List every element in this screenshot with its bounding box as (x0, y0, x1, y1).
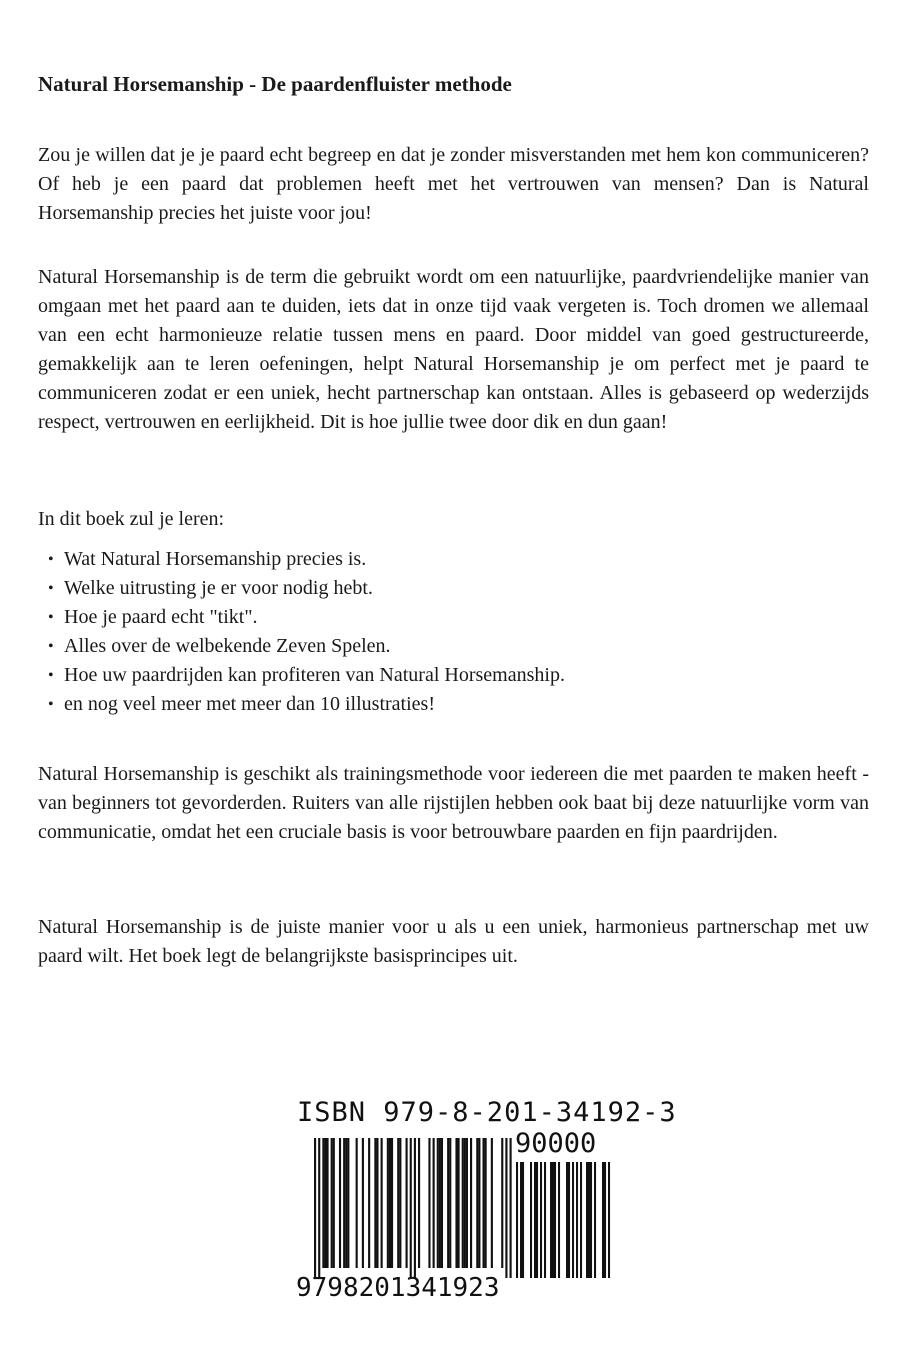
barcode-bar (322, 1138, 324, 1268)
list-item (46, 632, 866, 661)
barcode-bar (414, 1138, 416, 1278)
bullet-icon: • (48, 667, 54, 684)
barcode-bar (449, 1138, 451, 1268)
barcode-bar (441, 1138, 443, 1268)
list-item (46, 603, 866, 632)
list-item (46, 574, 866, 603)
barcode-bar (345, 1138, 347, 1268)
barcode-bar (433, 1138, 435, 1268)
barcode-bar (464, 1138, 466, 1268)
barcode-bar (485, 1138, 487, 1268)
barcode-bar (318, 1138, 320, 1278)
bullet-icon: • (48, 551, 54, 568)
barcode-bar (590, 1162, 592, 1278)
barcode-bar (505, 1138, 507, 1278)
barcode-bar (482, 1138, 484, 1268)
list-item-text: Alles over de welbekende Zeven Spelen. (64, 635, 391, 657)
barcode-bar (602, 1162, 604, 1278)
list-item (46, 690, 866, 719)
barcode-bar (476, 1138, 478, 1268)
intro-paragraph: Zou je willen dat je je paard echt begreep en dat je zonder misverstanden met hem kon communiceren? Of heb je een paard dat problemen heeft met het vertrouwen van mensen? Dan is Natural Horsemanship precies het juiste voor jou! (38, 144, 869, 224)
barcode-bar (558, 1162, 560, 1278)
barcode-bar (428, 1138, 430, 1268)
bullet-icon: • (48, 580, 54, 597)
barcode-bar (530, 1162, 532, 1278)
list-item (46, 661, 866, 690)
list-item-text: Hoe je paard echt "tikt". (64, 606, 258, 628)
list-item-text: Hoe uw paardrijden kan profiteren van Natural Horsemanship. (64, 664, 565, 686)
barcode-bar (391, 1138, 393, 1268)
barcode-bar (397, 1138, 399, 1268)
barcode (296, 1138, 616, 1280)
barcode-bar (347, 1138, 349, 1268)
barcode-bar (572, 1162, 574, 1278)
barcode-bar (466, 1138, 468, 1268)
list-item-text: Welke uitrusting je er voor nodig hebt. (64, 577, 373, 599)
barcode-bar (410, 1138, 412, 1278)
barcode-bar (399, 1138, 401, 1268)
barcode-bar (381, 1138, 383, 1268)
barcode-bar (339, 1138, 341, 1268)
barcode-bar (604, 1162, 606, 1278)
barcode-bar (534, 1162, 536, 1278)
barcode-bar (447, 1138, 449, 1268)
barcode-bar (550, 1162, 552, 1278)
barcode-bar (356, 1138, 358, 1268)
barcode-bar (389, 1138, 391, 1268)
barcode-bar (458, 1138, 460, 1268)
barcode-bar (552, 1162, 554, 1278)
book-title: Natural Horsemanship - De paardenfluister methode (38, 72, 512, 96)
barcode-bar (536, 1162, 538, 1278)
list-item-text: en nog veel meer met meer dan 10 illustraties! (64, 693, 435, 715)
price-code: 90000 (515, 1128, 597, 1159)
barcode-bar (333, 1138, 335, 1268)
list-item (46, 545, 866, 574)
barcode-bar (406, 1138, 408, 1268)
barcode-bar (478, 1138, 480, 1268)
learn-list (46, 545, 866, 719)
bullet-icon: • (48, 696, 54, 713)
isbn-label: ISBN 979-8-201-34192-3 (297, 1097, 677, 1128)
barcode-bar (331, 1138, 333, 1268)
barcode-bar (362, 1138, 364, 1268)
barcode-bar (387, 1138, 389, 1268)
barcode-bar (324, 1138, 326, 1268)
barcode-bar (522, 1162, 524, 1278)
closing-paragraph: Natural Horsemanship is de juiste manier voor u als u een uniek, harmonieus partnerschap met uw paard wilt. Het boek legt de belangrijkste basisprincipes uit. (38, 916, 869, 967)
barcode-bar (608, 1162, 610, 1278)
barcode-bar (588, 1162, 590, 1278)
barcode-bar (470, 1138, 472, 1268)
barcode-bar (580, 1162, 582, 1278)
barcode-bar (376, 1138, 378, 1268)
ean-barcode-bars (314, 1138, 512, 1278)
learn-heading: In dit boek zul je leren: (38, 508, 225, 530)
barcode-bar (343, 1138, 345, 1268)
list-item-text: Wat Natural Horsemanship precies is. (64, 548, 367, 570)
barcode-bar (501, 1138, 503, 1268)
description-paragraph: Natural Horsemanship is de term die gebruikt wordt om een natuurlijke, paardvriendelijke manier van omgaan met het paard aan te duiden, iets dat in onze tijd vaak vergeten is. Toch dromen we allemaal van een echt harmonieuze relatie tussen mens en paard. Door middel van goed gestructureerde, gemakkelijk aan te leren oefeningen, helpt Natural Horsemanship je om perfect met je paard te communiceren zodat er een uniek, hecht partnerschap kan ontstaan. Alles is gebaseerd op wederzijds respect, vertrouwen en eerlijkheid. Dit is hoe jullie twee door dik en dun gaan! (38, 266, 869, 433)
barcode-bar (374, 1138, 376, 1268)
barcode-bar (594, 1162, 596, 1278)
barcode-bar (437, 1138, 439, 1268)
barcode-bar (326, 1138, 328, 1268)
price-addon-bars (516, 1162, 610, 1278)
bullet-icon: • (48, 638, 54, 655)
barcode-bar (516, 1162, 518, 1278)
barcode-bar (368, 1138, 370, 1268)
barcode-bar (510, 1138, 512, 1278)
barcode-bar (462, 1138, 464, 1268)
barcode-bar (586, 1162, 588, 1278)
barcode-bar (491, 1138, 493, 1268)
barcode-bar (455, 1138, 457, 1268)
barcode-bar (439, 1138, 441, 1268)
audience-paragraph: Natural Horsemanship is geschikt als trainingsmethode voor iedereen die met paarden te maken heeft - van beginners tot gevorderden. Ruiters van alle rijstijlen hebben ook baat bij deze natuurlijke vorm van communicatie, omdat het een cruciale basis is voor betrouwbare paarden en fijn paardrijden. (38, 763, 869, 843)
barcode-bar (314, 1138, 316, 1278)
barcode-bar (540, 1162, 542, 1278)
ean-digits: 9798201341923 (296, 1273, 500, 1303)
barcode-bar (544, 1162, 546, 1278)
barcode-bar (568, 1162, 570, 1278)
barcode-bar (566, 1162, 568, 1278)
barcode-bar (418, 1138, 420, 1268)
barcode-bar (520, 1162, 522, 1278)
bullet-icon: • (48, 609, 54, 626)
barcode-bar (576, 1162, 578, 1278)
barcode-bar (554, 1162, 556, 1278)
